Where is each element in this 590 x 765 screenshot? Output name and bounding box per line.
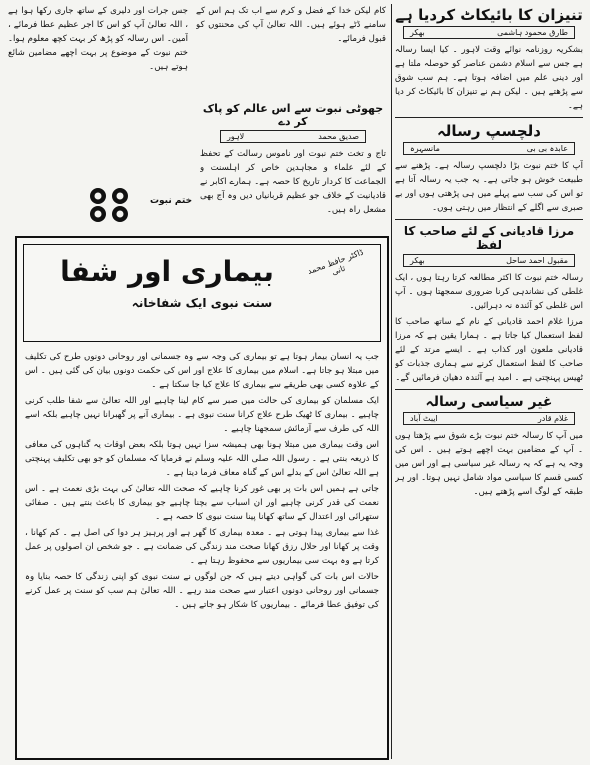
letter-body: تاج و تخت ختم نبوت اور ناموس رسالت کے تحفظ کے لئے علماء و مجاہدین خاص کر اہلسنت و الجماعت کا کردار تاریخ کا حصہ ہے۔ ہمارے اکابر نے قادیانیت کے خلاف جو عظیم قربانیاں دیں وہ آج بھی مشعل راہ ہیں۔	[200, 149, 386, 215]
left-top-text	[8, 4, 188, 170]
letter-title: مرزا قادیانی کے لئے صاحب کا لفظ	[403, 224, 575, 252]
decorative-logo-icon	[84, 185, 134, 225]
logo-text: ختم نبوت	[150, 196, 193, 206]
letter-title: غیر سیاسی رسالہ	[425, 394, 553, 410]
letter-byline: صدیق محمد لاہور	[220, 130, 366, 143]
letter-title: جھوٹی نبوت سے اس عالم کو پاک کر دے	[202, 102, 384, 128]
letter-title: تنیزان کا بائیکاٹ کردیا ہے	[395, 6, 583, 24]
right-column	[395, 4, 583, 762]
article-box	[15, 236, 389, 760]
column-separator	[391, 4, 392, 759]
letter-byline: عابدہ بی بی مانسہرہ	[403, 142, 575, 155]
letter-body: بشکریہ روزنامہ نوائے وقت لاہور ۔ کیا ایسا رسالہ ہے جس سے اسلام دشمن عناصر کو حوصلہ ملتا ہے اور دینی علم میں اضافہ ہوتا ہے۔ ہم سب شوق سے پڑھتے ہیں ۔ لیکن ہم نے تنیزان کا بائیکاٹ کر دیا ہے۔	[395, 45, 583, 111]
article-paragraph: جب یہ انسان بیمار ہوتا ہے تو بیماری کی وجہ سے وہ جسمانی اور روحانی دونوں طرح کی تکلیف میں مبتلا ہو جاتا ہے۔ اسلام میں بیماری کا علاج اور اس کی حکمت دونوں بیان کی گئی ہیں ۔ اس کے علاوہ کسی بھی طریقے سے بیماری کا علاج کیا جا سکتا ہے ۔	[25, 352, 379, 390]
article-paragraph: اس وقت بیماری میں مبتلا ہونا بھی ہمیشہ سزا نہیں ہوتا بلکہ بعض اوقات یہ گناہوں کی معافی کا ذریعہ بنتی ہے ۔ رسول اللہ صلی اللہ علیہ وسلم نے فرمایا کہ مسلمان کو جو بھی تکلیف پہنچتی ہے اللہ تعالیٰ اس کے بدلے اس کے گناہ معاف فرما دیتا ہے ۔	[25, 440, 379, 478]
article-author: ڈاکٹر حافظ محمد ثانی	[306, 247, 365, 277]
article-paragraph: جاتی ہے ہمیں اس بات پر بھی غور کرنا چاہیے کہ صحت اللہ تعالیٰ کی بہت بڑی نعمت ہے ۔ اس نعمت کی قدر کرنی چاہیے اور ان اسباب سے بچنا چاہیے جو بیماری کا باعث بنتے ہیں ۔ صفائی ستھرائی اور اعتدال کے ساتھ کھانا پینا سنت نبوی کا حصہ ہے ۔	[25, 484, 379, 522]
article-header	[23, 244, 381, 342]
letter-body: آپ کا ختم نبوت بڑا دلچسپ رسالہ ہے۔ پڑھنے سے طبیعت خوش ہو جاتی ہے۔ یہ جب یہ رسالہ آتا ہے تو اس کی سب سے پہلے میں ہی پڑھتی ہوں اور بے صبری سے اگلے کے انتظار میں رہتی ہوں۔	[395, 161, 583, 213]
letter-byline: غلام قادر ایبٹ آباد	[403, 412, 575, 425]
article-subtitle: سنت نبوی ایک شفاخانہ	[131, 296, 273, 310]
letter-body: کام لیکن خدا کے فضل و کرم سے اب تک ہم اس کے سامنے ڈٹے ہوئے ہیں۔ اللہ تعالیٰ آپ کی محنتوں کو قبول فرمائے۔	[196, 6, 386, 44]
ornament-icon	[84, 185, 134, 225]
divider	[395, 117, 583, 118]
center-top-text	[196, 4, 386, 84]
letter-byline: طارق محمود ہاشمی بھکر	[403, 26, 575, 39]
letter-byline: مقبول احمد ساحل بھکر	[403, 254, 575, 267]
letter-body: میں آپ کا رسالہ ختم نبوت بڑے شوق سے پڑھتا ہوں ۔ آپ کے مضامین بہت اچھے ہوتے ہیں ۔ اس کی وجہ یہ ہے کہ یہ رسالہ غیر سیاسی ہے اور اس میں کسی قسم کا سیاسی مواد شامل نہیں ہوتا۔ اور ہر طبقہ کے لوگ اسے پڑھتے ہیں۔	[395, 431, 583, 497]
article-paragraph: حالات اس بات کی گواہی دیتے ہیں کہ جن لوگوں نے سنت نبوی کو اپنی زندگی کا حصہ بنایا وہ جسمانی اور روحانی دونوں اعتبار سے صحت مند رہے ۔ اللہ تعالیٰ ہم سب کو سنت پر عمل کرنے کی توفیق عطا فرمائے ۔ بیماریوں کا شکار ہو جاتے ہیں ۔	[25, 572, 379, 610]
letter-title: دلچسپ رسالہ	[437, 122, 541, 140]
article-paragraph: غذا سے بیماری پیدا ہوتی ہے ۔ معدہ بیماری کا گھر ہے اور پرہیز ہر دوا کی اصل ہے ۔ کم کھانا ، وقت پر کھانا اور حلال رزق کھانا صحت مند زندگی کی ضمانت ہے ۔ جو شخص ان اصولوں پر عمل کرتا ہے وہ بہت سی بیماریوں سے محفوظ رہتا ہے ۔	[25, 528, 379, 566]
letter-body: جس جرات اور دلیری کے ساتھ جاری رکھا ہوا ہے ، اللہ تعالیٰ آپ کو اس کا اجر عظیم عطا فرمائے ، آمین۔ اس رسالہ کو پڑھ کر بہت کچھ معلوم ہوا۔ ختم نبوت کے موضوع پر بہت اچھے مضامین شائع ہوتے ہیں۔	[8, 6, 188, 72]
letter-body: مرزا غلام احمد قادیانی کے نام کے ساتھ صاحب کا لفظ استعمال کیا جاتا ہے ۔ ہمارا یقین ہے کہ مرزا قادیانی ملعون اور کذاب ہے ۔ ایسے مرتد کے لئے صاحب کا لفظ استعمال کرنے سے ہماری جذبات کو ٹھیس پہنچتی ہے ۔ امید ہے آئندہ دھیان فرمائیں گے۔	[395, 317, 583, 383]
letter-body: رسالہ ختم نبوت کا اکثر مطالعہ کرتا رہتا ہوں ، ایک غلطی کی نشاندہی کرنا ضروری سمجھتا ہوں ۔ آپ اس غلطی کو آئندہ نہ دہرائیں۔	[395, 273, 583, 311]
divider	[395, 389, 583, 390]
article-paragraph: ایک مسلمان کو بیماری کی حالت میں صبر سے کام لینا چاہیے اور اللہ تعالیٰ سے شفا طلب کرنی چاہیے ۔ بیماری کا ٹھیک طرح علاج کرانا سنت نبوی ہے ۔ بیماری آنے پر گھبرانا نہیں چاہیے بلکہ اسے اللہ کی طرف سے آزمائش سمجھنا چاہیے ۔	[25, 396, 379, 434]
article-title: بیماری اور شفا	[60, 255, 274, 288]
divider	[395, 219, 583, 220]
article-body	[17, 348, 387, 616]
